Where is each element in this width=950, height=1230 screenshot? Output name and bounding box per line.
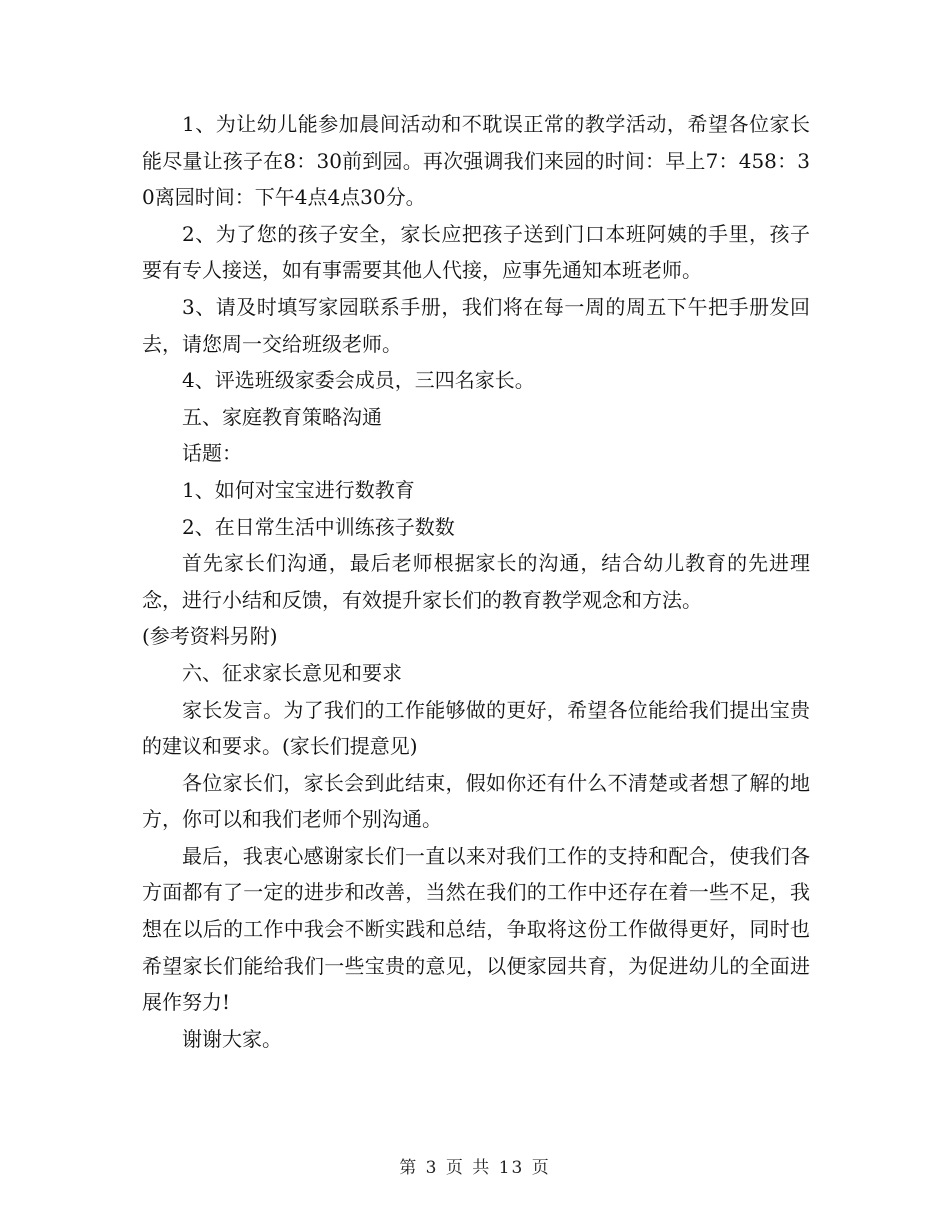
paragraph-thanks-closing: 最后，我衷心感谢家长们一直以来对我们工作的支持和配合，使我们各方面都有了一定的进步和改善，当然在我们的工作中还存在着一些不足，我想在以后的工作中我会不断实践和总结，争取将这份工作做得更好，同时也希望家长们能给我们一些宝贵的意见，以便家园共育，为促进幼儿的全面进展作努力! [142,843,810,1015]
topic-item-1: 1、如何对宝宝进行数教育 [182,477,415,502]
paragraph-thank-you: 谢谢大家。 [182,1026,282,1051]
topic-item-2: 2、在日常生活中训练孩子数数 [182,514,455,539]
paragraph-meeting-end: 各位家长们，家长会到此结束，假如你还有什么不清楚或者想了解的地方，你可以和我们老师个别沟通。 [142,770,810,832]
paragraph-arrival-time: 1、为让幼儿能参加晨间活动和不耽误正常的教学活动，希望各位家长能尽量让孩子在8：30前到园。再次强调我们来园的时间：早上7：458：30离园时间：下午4点4点30分。 [142,112,810,210]
section-heading-family-education: 五、家庭教育策略沟通 [182,404,382,429]
paragraph-child-safety: 2、为了您的孩子安全，家长应把孩子送到门口本班阿姨的手里，孩子要有专人接送，如有事需要其他人代接，应事先通知本班老师。 [142,221,810,283]
paragraph-contact-handbook: 3、请及时填写家园联系手册，我们将在每一周的周五下午把手册发回去，请您周一交给班级老师。 [142,294,810,356]
reference-note: (参考资料另附) [142,624,278,649]
document-body [142,106,810,1057]
paragraph-communication: 首先家长们沟通，最后老师根据家长的沟通，结合幼儿教育的先进理念，进行小结和反馈，有效提升家长们的教育教学观念和方法。 [142,551,810,612]
paragraph-parent-committee: 4、评选班级家委会成员，三四名家长。 [182,368,535,393]
paragraph-parent-speech: 家长发言。为了我们的工作能够做的更好，希望各位能给我们提出宝贵的建议和要求。(家长们提意见) [142,697,810,759]
section-heading-parent-feedback: 六、征求家长意见和要求 [182,660,402,685]
topic-label: 话题： [182,441,242,466]
page-number-footer: 第 3 页 共 13 页 [399,1158,551,1178]
